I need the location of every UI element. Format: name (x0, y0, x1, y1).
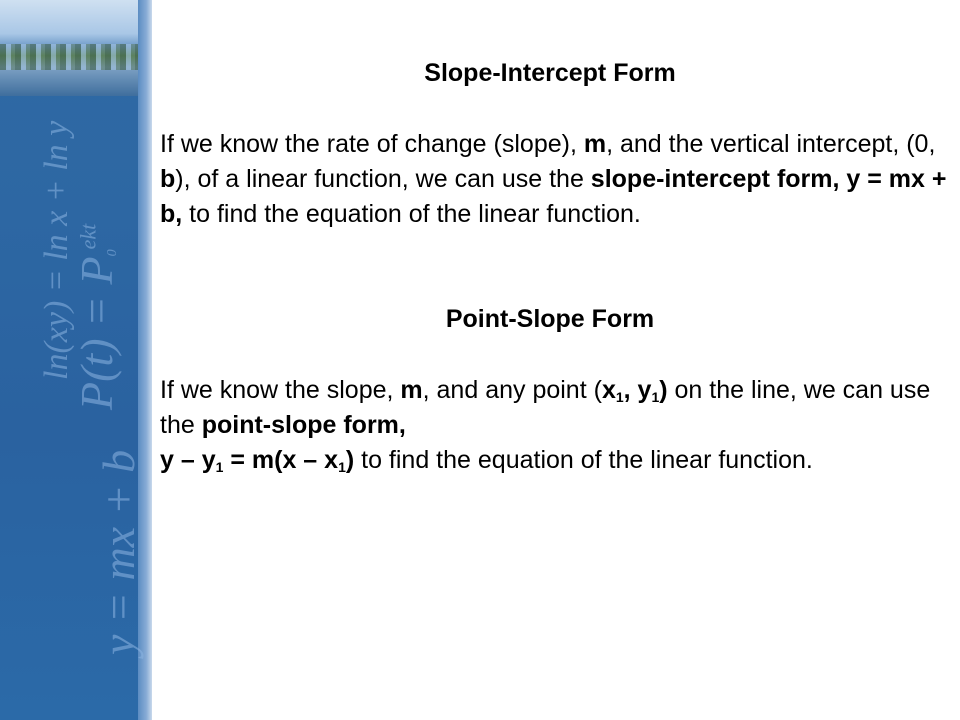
slope-intercept-paragraph: If we know the rate of change (slope), m, and the vertical intercept, (0, b), of a linear function, we can use the slope-intercept form, y = mx + b, to find the equation of the linear function. (160, 130, 947, 228)
point-slope-paragraph: If we know the slope, m, and any point ($x_1$, $y_1$) on the line, we can use the point-slope form, $y - y_1 = m(x - x_1)$ to find the equation of the linear function. (160, 376, 931, 475)
slide-content (160, 56, 950, 478)
slope-intercept-heading: Slope-Intercept Form (424, 59, 676, 87)
landscape-photo (0, 0, 138, 96)
point-slope-heading: Point-Slope Form (445, 305, 655, 333)
sidebar-equation-line: y = mx + b (93, 449, 144, 655)
sidebar-equation-growth: $P(t) = P_0^{ekt}$ (71, 223, 122, 410)
sidebar-equation-log: ln(xy) = ln x + ln y (38, 120, 75, 380)
decorative-sidebar (0, 0, 152, 720)
